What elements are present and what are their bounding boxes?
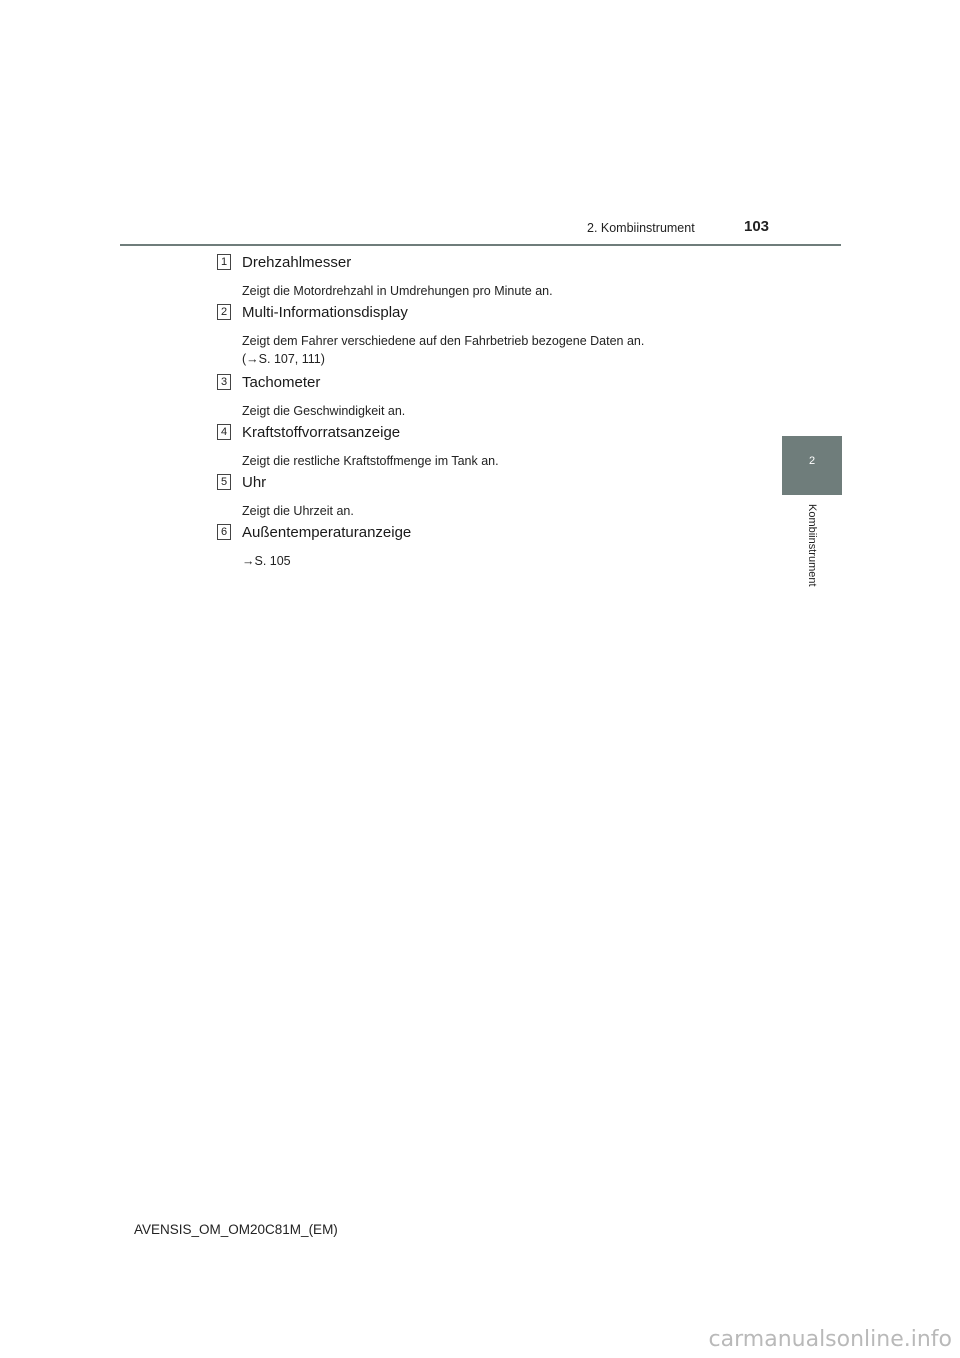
chapter-tab-number: 2 [808, 455, 816, 467]
item-number-badge: 2 [217, 304, 231, 320]
item-number-badge: 1 [217, 254, 231, 270]
item-number-badge: 6 [217, 524, 231, 540]
item-number-badge: 5 [217, 474, 231, 490]
item-description-line: Zeigt die Motordrehzahl in Umdrehungen pro Minute an. [242, 284, 553, 298]
page-reference: (→S. 107, 111) [242, 352, 325, 366]
gauge-list [217, 251, 737, 571]
item-title: Drehzahlmesser [242, 253, 352, 271]
page-number: 103 [744, 218, 770, 235]
item-title: Kraftstoffvorratsanzeige [242, 423, 401, 441]
item-description [242, 502, 737, 520]
item-number-badge: 3 [217, 374, 231, 390]
item-title: Außentemperaturanzeige [242, 523, 412, 541]
list-item [217, 521, 737, 571]
item-description [242, 402, 737, 420]
section-title: 2. Kombiinstrument [587, 221, 695, 235]
item-description-line: Zeigt die Uhrzeit an. [242, 504, 354, 518]
chapter-tab-label: Kombiinstrument [806, 504, 818, 587]
page-reference: →S. 105 [242, 554, 291, 568]
item-description [242, 552, 737, 570]
list-item [217, 251, 737, 301]
item-title: Multi-Informationsdisplay [242, 303, 408, 321]
item-title: Tachometer [242, 373, 321, 391]
item-number-badge: 4 [217, 424, 231, 440]
chapter-tab [782, 436, 842, 495]
header-divider [120, 244, 841, 246]
item-description [242, 282, 737, 300]
item-description [242, 452, 737, 470]
watermark: carmanualsonline.info [708, 1327, 952, 1352]
item-description [242, 332, 737, 368]
item-description-line: Zeigt dem Fahrer verschiedene auf den Fahrbetrieb bezogene Daten an. [242, 334, 645, 348]
item-description-line: Zeigt die Geschwindigkeit an. [242, 404, 406, 418]
document-code: AVENSIS_OM_OM20C81M_(EM) [134, 1222, 338, 1237]
list-item [217, 301, 737, 371]
list-item [217, 421, 737, 471]
item-title: Uhr [242, 473, 267, 491]
item-description-line: Zeigt die restliche Kraftstoffmenge im Tank an. [242, 454, 499, 468]
list-item [217, 371, 737, 421]
list-item [217, 471, 737, 521]
